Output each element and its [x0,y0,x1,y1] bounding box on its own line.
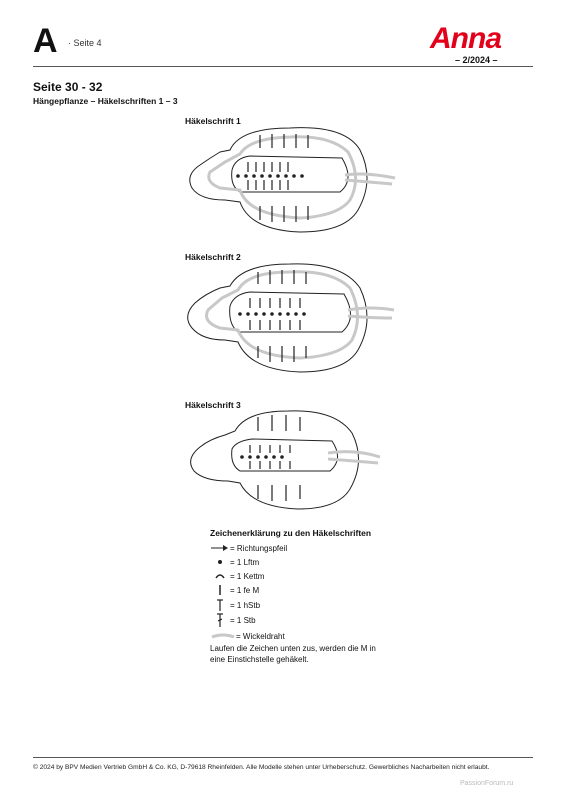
crochet-chart-1 [180,120,400,245]
legend-item-hdc [210,599,260,611]
hdc-icon [210,599,230,611]
legend-note: Laufen die Zeichen unten zus, werden die M in eine Einstichstelle gehäkelt. [210,644,376,664]
wire-icon [210,630,236,642]
legend-label: = 1 Stb [230,615,256,625]
legend-item-arc [210,570,264,582]
legend-item-arrow [210,542,287,554]
legend-label: = 1 Lftm [230,557,260,567]
legend-label: = 1 Kettm [230,571,265,581]
legend-item-wire [210,630,285,642]
legend-label: = Richtungspfeil [230,543,288,553]
dot-icon [210,556,230,568]
brand-logo: Anna [430,22,501,55]
arc-icon [210,570,230,582]
footer-divider [33,757,533,758]
chart-title-1: Häkelschrift 1 [185,116,241,126]
dc-icon [210,614,230,626]
issue-number: – 2/2024 – [455,55,498,65]
arrow-icon [210,542,230,554]
legend-label: = Wickeldraht [236,631,285,641]
chart-title-3: Häkelschrift 3 [185,400,241,410]
bar-icon [210,584,230,596]
page-label: · Seite 4 [68,38,102,48]
legend-item-dot [210,556,259,568]
legend-label: = 1 hStb [230,600,261,610]
copyright-text: © 2024 by BPV Medien Vertrieb GmbH & Co. KG, D-79618 Rheinfelden. Alle Modelle stehen unter Urheberschutz. Gewerbliches Nacharbeiten nicht erlaubt. [33,764,490,771]
chart-title-2: Häkelschrift 2 [185,252,241,262]
crochet-chart-3 [180,405,400,515]
page-subtitle: Hängepflanze – Häkelschriften 1 – 3 [33,96,178,106]
crochet-chart-2 [180,258,400,383]
legend-label: = 1 fe M [230,585,260,595]
legend-item-bar [210,584,259,596]
watermark: PassionForum.ru [460,780,514,787]
page-title: Seite 30 - 32 [33,80,103,94]
header-divider [33,66,533,67]
legend-item-dc [210,614,256,626]
section-letter: A [33,22,58,60]
legend-title: Zeichenerklärung zu den Häkelschriften [210,528,372,538]
